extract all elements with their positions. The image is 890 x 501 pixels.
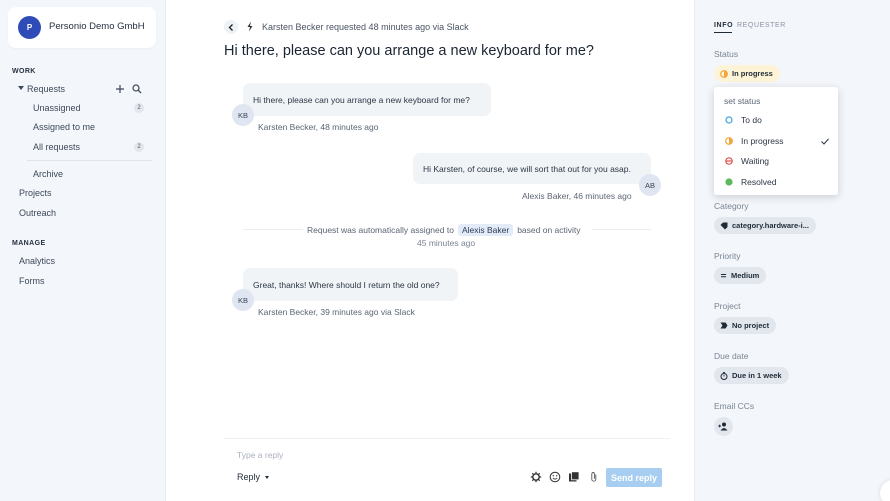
tag-icon xyxy=(720,222,728,230)
search-icon[interactable] xyxy=(132,84,142,94)
request-subject: Hi there, please can you arrange a new keyboard for me? xyxy=(224,43,594,59)
email-ccs-label: Email CCs xyxy=(714,401,755,411)
section-manage: MANAGE xyxy=(12,240,46,247)
in-progress-icon xyxy=(725,137,733,145)
message-text: Hi there, please can you arrange a new keyboard for me? xyxy=(253,94,470,105)
snippet-icon[interactable] xyxy=(568,470,580,484)
active-tab-indicator xyxy=(714,32,732,33)
assignee-chip[interactable]: Alexis Baker xyxy=(458,224,513,236)
system-event xyxy=(307,224,581,236)
message-sender: Karsten Becker, 48 minutes ago xyxy=(258,122,379,132)
all-requests-count-badge: 2 xyxy=(134,142,144,152)
message-bubble xyxy=(243,268,458,301)
status-option-waiting[interactable]: Waiting xyxy=(741,156,770,166)
back-button[interactable] xyxy=(224,20,238,34)
timer-icon xyxy=(720,372,728,380)
tab-info[interactable]: INFO xyxy=(714,22,734,29)
reply-mode-select[interactable]: Reply xyxy=(237,472,261,482)
chevron-left-icon xyxy=(228,24,234,31)
sidebar-divider xyxy=(27,160,152,161)
emoji-icon[interactable] xyxy=(549,470,561,484)
section-work: WORK xyxy=(12,68,36,75)
sidebar-item-forms[interactable]: Forms xyxy=(19,276,45,286)
reply-input[interactable]: Type a reply xyxy=(237,450,284,460)
in-progress-icon xyxy=(720,70,728,78)
requests-collapse-icon[interactable] xyxy=(18,86,24,90)
divider xyxy=(243,229,303,230)
category-chip[interactable] xyxy=(714,217,816,234)
sidebar-item-all-requests[interactable]: All requests xyxy=(33,142,81,152)
message-text: Great, thanks! Where should I return the old one? xyxy=(253,279,440,290)
conversation-pane xyxy=(166,0,694,501)
sidebar-item-outreach[interactable]: Outreach xyxy=(19,208,57,218)
message-sender: Alexis Baker, 46 minutes ago xyxy=(522,191,632,201)
due-date-chip[interactable] xyxy=(714,367,789,384)
waiting-icon xyxy=(725,157,733,165)
avatar: KB xyxy=(232,104,254,126)
todo-icon xyxy=(725,116,733,124)
priority-value: Medium xyxy=(731,271,760,280)
sidebar-item-analytics[interactable]: Analytics xyxy=(19,256,56,266)
avatar: KB xyxy=(232,289,254,311)
message-bubble xyxy=(413,153,651,184)
chevron-down-icon[interactable] xyxy=(265,476,269,479)
status-option-in-progress[interactable]: In progress xyxy=(741,136,784,146)
message-sender: Karsten Becker, 39 minutes ago via Slack xyxy=(258,307,415,317)
divider xyxy=(592,229,651,230)
priority-label: Priority xyxy=(714,251,741,261)
message-bubble xyxy=(243,83,491,116)
status-label: Status xyxy=(714,49,739,59)
unassigned-count-badge: 2 xyxy=(134,103,144,113)
due-date-label: Due date xyxy=(714,351,749,361)
org-avatar: P xyxy=(18,16,41,39)
priority-medium-icon xyxy=(720,272,727,279)
attachment-icon[interactable] xyxy=(588,470,600,484)
org-switcher[interactable] xyxy=(8,7,156,48)
project-label: Project xyxy=(714,301,741,311)
dropdown-header: set status xyxy=(724,96,761,106)
due-date-value: Due in 1 week xyxy=(732,371,782,380)
add-cc-button[interactable] xyxy=(714,417,733,436)
category-label: Category xyxy=(714,201,749,211)
sidebar-item-projects[interactable]: Projects xyxy=(19,188,52,198)
status-value: In progress xyxy=(732,69,773,78)
slack-source-icon xyxy=(246,21,254,32)
status-option-resolved[interactable]: Resolved xyxy=(741,177,777,187)
sidebar-item-unassigned[interactable]: Unassigned xyxy=(33,103,81,113)
add-person-icon xyxy=(718,422,729,431)
sidebar xyxy=(0,0,166,501)
send-reply-button[interactable]: Send reply xyxy=(606,468,662,487)
checkmark-icon xyxy=(821,138,829,145)
sidebar-item-assigned-to-me[interactable]: Assigned to me xyxy=(33,122,96,132)
status-badge[interactable] xyxy=(714,65,780,82)
project-icon xyxy=(720,322,728,329)
request-meta: Karsten Becker requested 48 minutes ago via Slack xyxy=(262,22,469,32)
project-chip[interactable] xyxy=(714,317,776,334)
status-option-todo[interactable]: To do xyxy=(741,115,762,125)
gear-icon[interactable] xyxy=(530,470,542,484)
reply-composer xyxy=(224,438,670,496)
tab-requester[interactable]: REQUESTER xyxy=(737,22,786,29)
sidebar-item-requests[interactable]: Requests xyxy=(27,84,66,94)
system-event-time: 45 minutes ago xyxy=(417,238,476,248)
category-value: category.hardware-i... xyxy=(732,221,809,230)
add-icon[interactable] xyxy=(115,84,125,94)
sidebar-item-archive[interactable]: Archive xyxy=(33,169,64,179)
system-event-suffix: based on activity xyxy=(517,225,581,235)
resolved-icon xyxy=(725,178,733,186)
avatar: AB xyxy=(639,174,661,196)
project-value: No project xyxy=(732,321,770,330)
message-text: Hi Karsten, of course, we will sort that out for you asap. xyxy=(423,163,631,174)
system-event-prefix: Request was automatically assigned to xyxy=(307,225,454,235)
org-name: Personio Demo GmbH xyxy=(49,21,145,32)
priority-chip[interactable] xyxy=(714,267,766,284)
